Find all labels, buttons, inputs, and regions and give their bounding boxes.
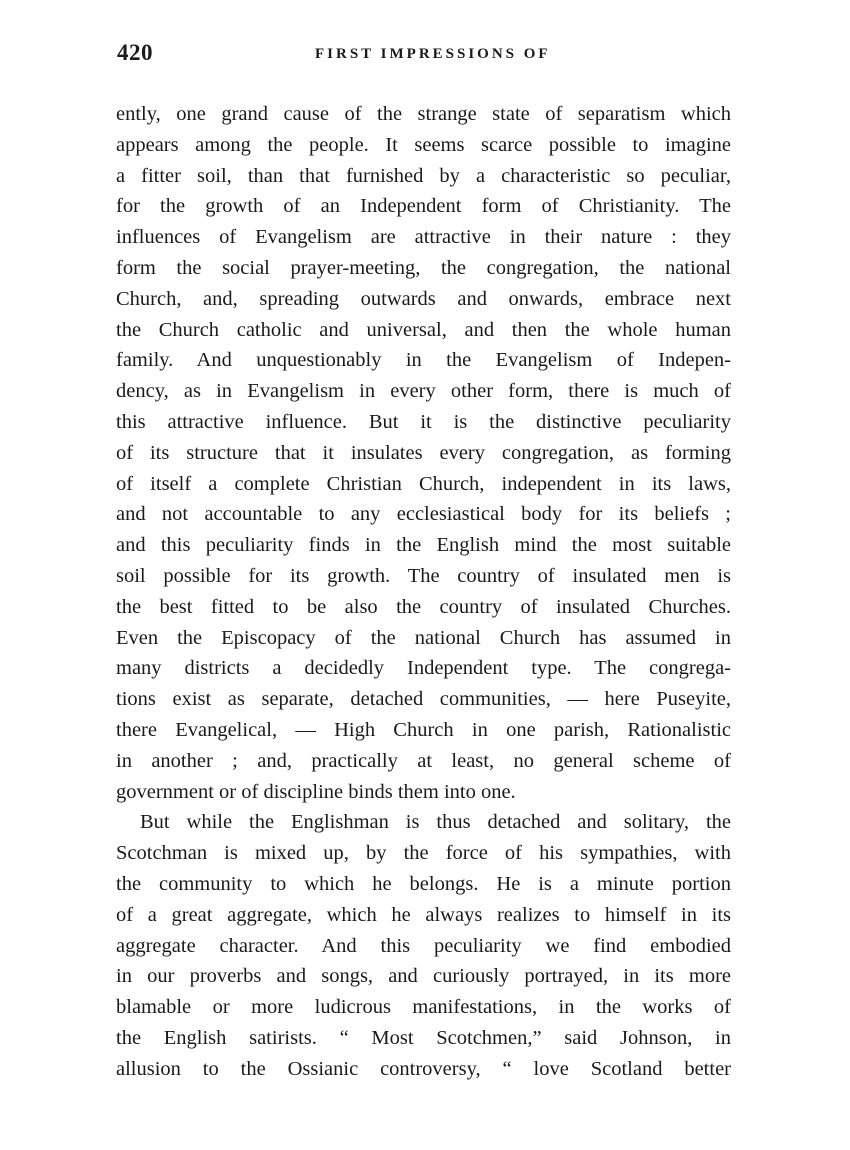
text-line: in another ; and, practically at least, no general scheme of bbox=[116, 749, 731, 772]
text-line: form the social prayer-meeting, the congregation, the national bbox=[116, 256, 731, 279]
running-title: FIRST IMPRESSIONS OF bbox=[315, 46, 551, 62]
text-line: ently, one grand cause of the strange state of separatism which bbox=[116, 103, 731, 125]
text-line: Scotchman is mixed up, by the force of his sympathies, with bbox=[116, 842, 731, 865]
text-line: the community to which he belongs. He is a minute portion bbox=[116, 872, 731, 895]
text-line: for the growth of an Independent form of Christianity. The bbox=[116, 195, 731, 218]
paragraph-start-line: But while the Englishman is thus detached and solitary, the bbox=[140, 811, 731, 834]
text-line: Even the Episcopacy of the national Church has assumed in bbox=[116, 626, 731, 649]
text-line: tions exist as separate, detached communities, — here Puseyite, bbox=[116, 688, 731, 711]
text-line: Church, and, spreading outwards and onwards, embrace next bbox=[116, 287, 731, 310]
text-line: of a great aggregate, which he always realizes to himself in its bbox=[116, 903, 731, 926]
text-line: the Church catholic and universal, and then the whole human bbox=[116, 318, 731, 341]
text-line: and not accountable to any ecclesiastical body for its beliefs ; bbox=[116, 503, 731, 526]
text-line: many districts a decidedly Independent type. The congrega- bbox=[116, 657, 731, 680]
text-line: in our proverbs and songs, and curiously portrayed, in its more bbox=[116, 965, 731, 988]
text-line: influences of Evangelism are attractive in their nature : they bbox=[116, 226, 731, 249]
text-line: family. And unquestionably in the Evangelism of Indepen- bbox=[116, 349, 731, 372]
text-line: the best fitted to be also the country of insulated Churches. bbox=[116, 595, 731, 618]
paragraph-end-line: government or of discipline binds them into one. bbox=[116, 780, 516, 803]
text-line: blamable or more ludicrous manifestations, in the works of bbox=[116, 996, 731, 1019]
text-line: this attractive influence. But it is the distinctive peculiarity bbox=[116, 410, 731, 433]
text-line: a fitter soil, than that furnished by a characteristic so peculiar, bbox=[116, 164, 731, 187]
text-line: and this peculiarity finds in the English mind the most suitable bbox=[116, 534, 731, 557]
text-line: aggregate character. And this peculiarity we find embodied bbox=[116, 934, 731, 957]
text-line: of its structure that it insulates every congregation, as forming bbox=[116, 441, 731, 464]
body-text bbox=[116, 99, 731, 1085]
text-line: allusion to the Ossianic controversy, “ love Scotland better bbox=[116, 1057, 731, 1080]
text-line: there Evangelical, — High Church in one parish, Rationalistic bbox=[116, 718, 731, 741]
text-line: dency, as in Evangelism in every other form, there is much of bbox=[116, 380, 731, 403]
text-line: appears among the people. It seems scarce possible to imagine bbox=[116, 133, 731, 156]
page-number: 420 bbox=[117, 40, 153, 65]
text-line: of itself a complete Christian Church, independent in its laws, bbox=[116, 472, 731, 495]
text-line: the English satirists. “ Most Scotchmen,” said Johnson, in bbox=[116, 1026, 731, 1049]
text-line: soil possible for its growth. The country of insulated men is bbox=[116, 564, 731, 587]
